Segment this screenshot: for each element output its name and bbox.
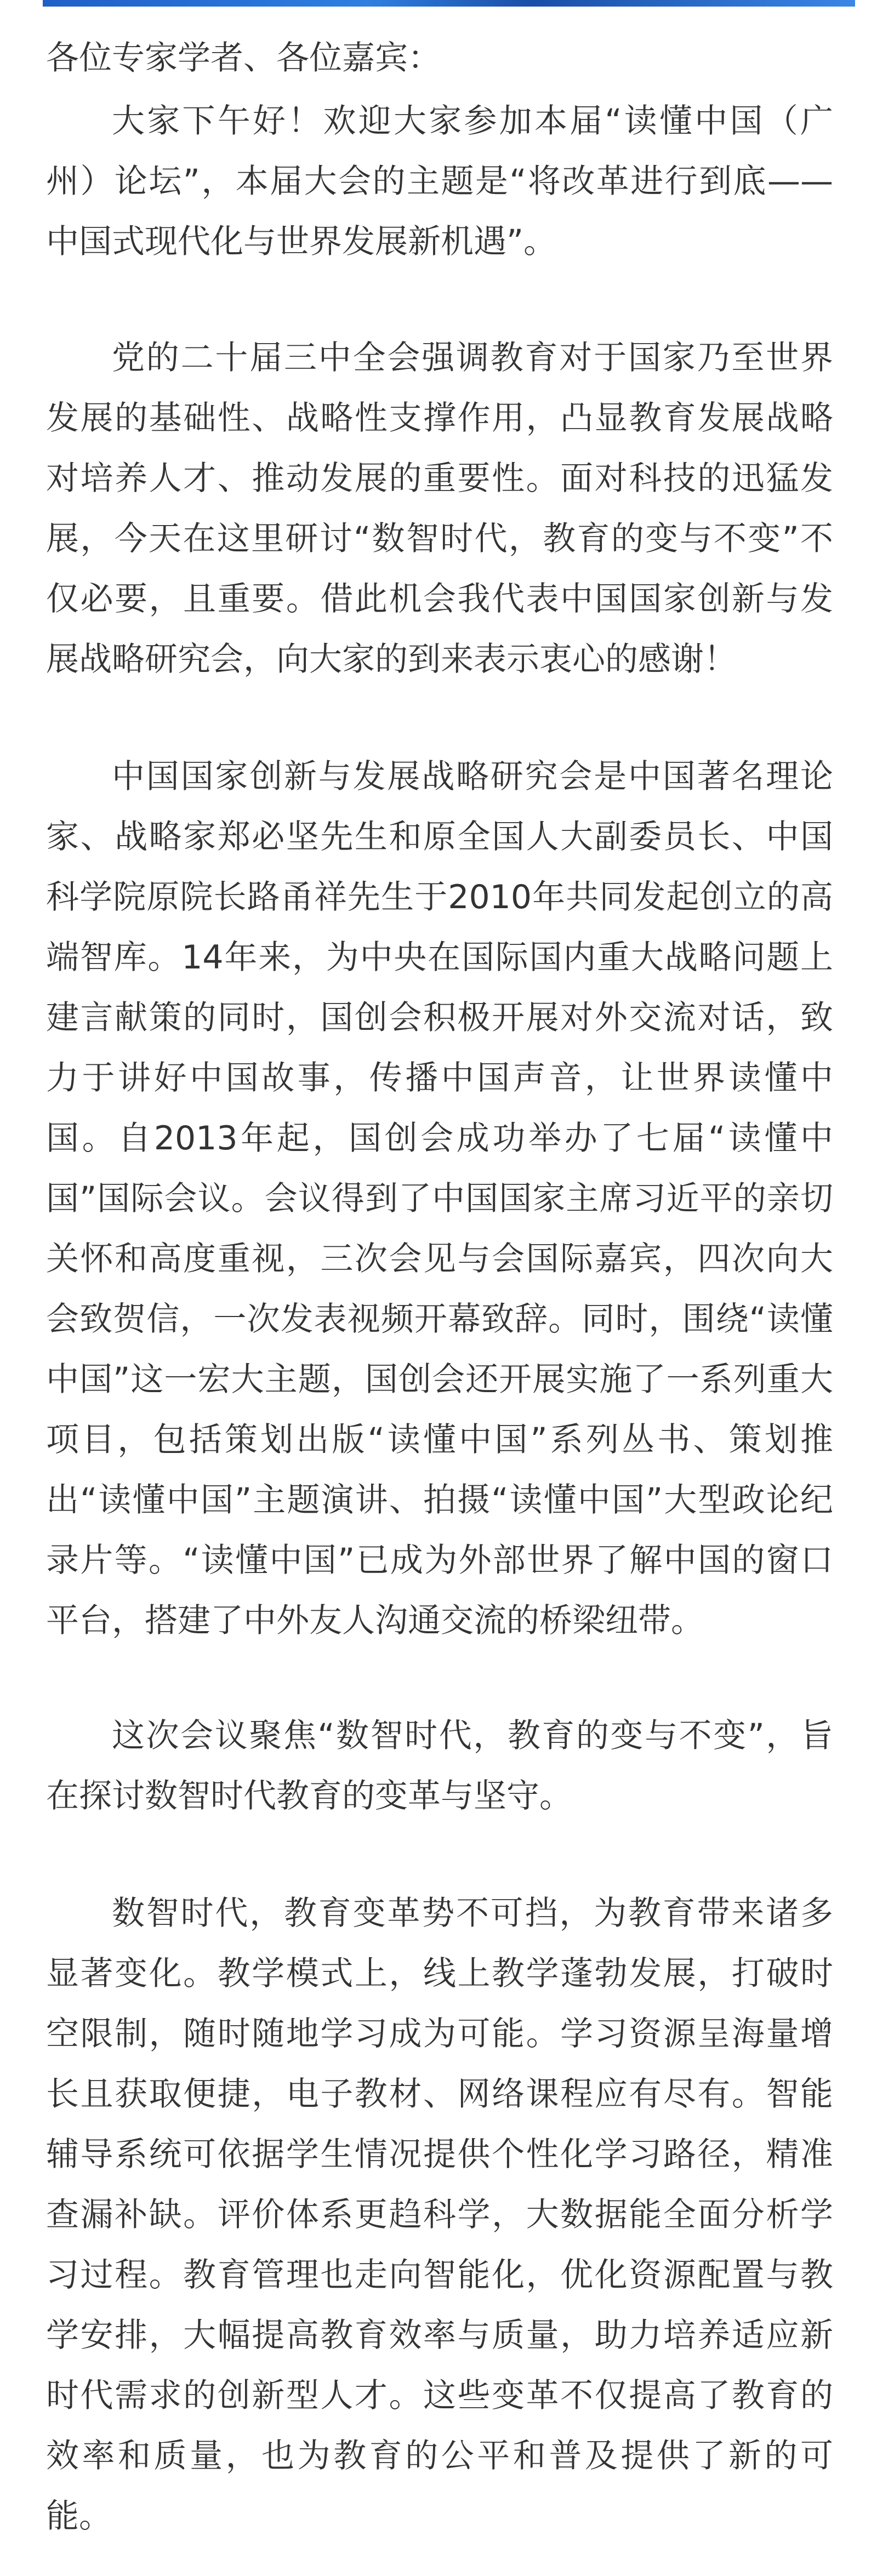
paragraph-institute: 中国国家创新与发展战略研究会是中国著名理论家、战略家郑必坚先生和原全国人大副委员长、中国科学院原院长路甬祥先生于2010年共同发起创立的高端智库。14年来，为中央在国际国内重大战略问题上建言献策的同时，国创会积极开展对外交流对话，致力于讲好中国故事，传播中国声音，让世界读懂中国。自2013年起，国创会成功举办了七届“读懂中国”国际会议。会议得到了中国国家主席习近平的亲切关怀和高度重视，三次会见与会国际嘉宾，四次向大会致贺信，一次发表视频开幕致辞。同时，围绕“读懂中国”这一宏大主题，国创会还开展实施了一系列重大项目，包括策划出版“读懂中国”系列丛书、策划推出“读懂中国”主题演讲、拍摄“读懂中国”大型政论纪录片等。“读懂中国”已成为外部世界了解中国的窗口平台，搭建了中外友人沟通交流的桥梁纽带。 xyxy=(46,757,833,1640)
paragraph-plenum: 党的二十届三中全会强调教育对于国家乃至世界发展的基础性、战略性支撑作用，凸显教育发展战略对培养人才、推动发展的重要性。面对科技的迅猛发展，今天在这里研讨“数智时代，教育的变与不变”不仅必要，且重要。借此机会我代表中国国家创新与发展战略研究会，向大家的到来表示衷心的感谢！ xyxy=(46,339,833,679)
salutation: 各位专家学者、各位嘉宾： xyxy=(46,39,441,77)
paragraph-digital-era: 数智时代，教育变革势不可挡，为教育带来诸多显著变化。教学模式上，线上教学蓬勃发展，打破时空限制，随时随地学习成为可能。学习资源呈海量增长且获取便捷，电子教材、网络课程应有尽有。智能辅导系统可依据学生情况提供个性化学习路径，精准查漏补缺。评价体系更趋科学，大数据能全面分析学习过程。教育管理也走向智能化，优化资源配置与教学安排，大幅提高教育效率与质量，助力培养适应新时代需求的创新型人才。这些变革不仅提高了教育的效率和质量，也为教育的公平和普及提供了新的可能。 xyxy=(46,1894,833,2535)
top-banner-image xyxy=(43,0,855,7)
paragraph-focus: 这次会议聚焦“数智时代，教育的变与不变”，旨在探讨数智时代教育的变革与坚守。 xyxy=(46,1717,833,1815)
speech-article xyxy=(46,29,833,2546)
paragraph-greeting: 大家下午好！欢迎大家参加本届“读懂中国（广州）论坛”，本届大会的主题是“将改革进行到底——中国式现代化与世界发展新机遇”。 xyxy=(46,102,833,261)
